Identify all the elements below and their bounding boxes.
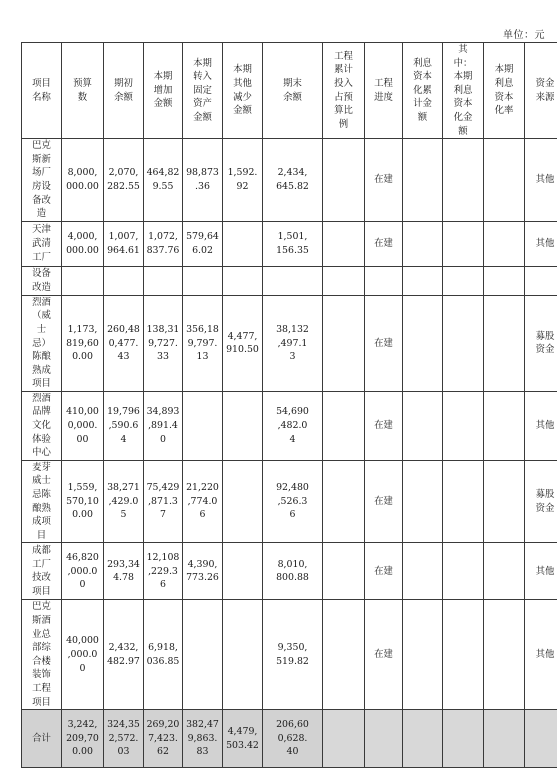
cell-interest-rate <box>484 221 525 266</box>
cell-other-decrease <box>223 266 263 295</box>
cell-interest-cumulative <box>403 543 443 600</box>
cell-interest-cumulative <box>403 391 443 460</box>
cell-increase: 75,429 ,871.3 7 <box>144 460 183 543</box>
cell-opening: 260,48 0,477. 43 <box>104 295 144 391</box>
cell-interest-rate <box>484 600 525 710</box>
cell-progress: 在建 <box>365 139 403 222</box>
cell-interest-rate <box>484 295 525 391</box>
total-row <box>22 710 557 768</box>
cell-other-decrease <box>223 221 263 266</box>
cell-closing: 54,690 ,482.0 4 <box>263 391 323 460</box>
total-opening: 324,35 2,572. 03 <box>104 710 144 768</box>
cell-closing: 9,350, 519.82 <box>263 600 323 710</box>
total-other-decrease: 4,479, 503.42 <box>223 710 263 768</box>
cell-interest-cumulative <box>403 600 443 710</box>
cell-progress: 在建 <box>365 600 403 710</box>
total-budget: 3,242, 209,70 0.00 <box>62 710 104 768</box>
header-transfer-fixed-assets: 本期 转入 固定 资产 金额 <box>183 43 223 139</box>
cell-opening: 19,796 ,590.6 4 <box>104 391 144 460</box>
header-budget: 预算 数 <box>62 43 104 139</box>
cell-fund-source <box>525 266 557 295</box>
cell-project-name: 麦芽 威士 忌陈 酿熟 成项 目 <box>22 460 62 543</box>
cell-ratio <box>323 460 365 543</box>
header-closing-balance: 期末 余额 <box>263 43 323 139</box>
cell-interest-rate <box>484 391 525 460</box>
header-fund-source: 资金 来源 <box>525 43 557 139</box>
table-row <box>22 139 557 222</box>
cell-ratio <box>323 600 365 710</box>
cell-budget: 1,173, 819,60 0.00 <box>62 295 104 391</box>
cell-interest-cumulative <box>403 295 443 391</box>
cell-progress: 在建 <box>365 460 403 543</box>
cell-ratio <box>323 543 365 600</box>
cell-opening <box>104 266 144 295</box>
cell-increase: 1,072, 837.76 <box>144 221 183 266</box>
cell-project-name: 天津 武清 工厂 <box>22 221 62 266</box>
cell-closing: 8,010, 800.88 <box>263 543 323 600</box>
header-interest-rate: 本期 利息 资本 化率 <box>484 43 525 139</box>
cell-interest-rate <box>484 139 525 222</box>
cell-interest-cumulative <box>403 460 443 543</box>
cell-ratio <box>323 139 365 222</box>
table-row <box>22 391 557 460</box>
header-row <box>22 43 557 139</box>
total-transfer: 382,47 9,863. 83 <box>183 710 223 768</box>
cell-interest-current <box>443 139 484 222</box>
cell-increase <box>144 266 183 295</box>
cell-fund-source: 其他 <box>525 139 557 222</box>
header-increase: 本期 增加 金额 <box>144 43 183 139</box>
header-interest-cumulative: 利息 资本 化累 计金 额 <box>403 43 443 139</box>
table-row <box>22 600 557 710</box>
total-blank-cell <box>525 710 557 768</box>
cell-budget: 8,000, 000.00 <box>62 139 104 222</box>
cell-transfer <box>183 266 223 295</box>
cell-interest-cumulative <box>403 139 443 222</box>
header-interest-current: 其 中： 本期 利息 资本 化金 额 <box>443 43 484 139</box>
total-label: 合计 <box>22 710 62 768</box>
cell-ratio <box>323 221 365 266</box>
cell-fund-source: 其他 <box>525 543 557 600</box>
cell-ratio <box>323 295 365 391</box>
cell-interest-cumulative <box>403 221 443 266</box>
cell-transfer: 356,18 9,797. 13 <box>183 295 223 391</box>
cell-budget <box>62 266 104 295</box>
table-row <box>22 266 557 295</box>
table-row <box>22 221 557 266</box>
cell-project-name: 巴克 斯新 场厂 房设 备改 造 <box>22 139 62 222</box>
cell-interest-current <box>443 543 484 600</box>
cell-progress: 在建 <box>365 391 403 460</box>
cell-transfer: 21,220 ,774.0 6 <box>183 460 223 543</box>
cell-fund-source: 其他 <box>525 221 557 266</box>
header-other-decrease: 本期 其他 减少 金额 <box>223 43 263 139</box>
cell-interest-cumulative <box>403 266 443 295</box>
cell-closing: 2,434, 645.82 <box>263 139 323 222</box>
cell-increase: 34,893 ,891.4 0 <box>144 391 183 460</box>
cell-interest-current <box>443 391 484 460</box>
cell-transfer <box>183 391 223 460</box>
cell-progress: 在建 <box>365 295 403 391</box>
cell-increase: 6,918, 036.85 <box>144 600 183 710</box>
cell-fund-source: 其他 <box>525 600 557 710</box>
cell-closing: 38,132 ,497.1 3 <box>263 295 323 391</box>
header-budget-ratio: 工程 累计 投入 占预 算比 例 <box>323 43 365 139</box>
total-blank-cell <box>365 710 403 768</box>
cell-interest-rate <box>484 266 525 295</box>
cell-project-name: 设备 改造 <box>22 266 62 295</box>
cell-budget: 1,559, 570,10 0.00 <box>62 460 104 543</box>
cell-fund-source: 其他 <box>525 391 557 460</box>
total-closing: 206,60 0,628. 40 <box>263 710 323 768</box>
total-increase: 269,20 7,423. 62 <box>144 710 183 768</box>
table-row <box>22 460 557 543</box>
cell-interest-current <box>443 600 484 710</box>
cell-transfer: 4,390, 773.26 <box>183 543 223 600</box>
cell-progress: 在建 <box>365 543 403 600</box>
cell-other-decrease <box>223 460 263 543</box>
cell-budget: 410,00 0,000. 00 <box>62 391 104 460</box>
cell-opening: 38,271 ,429.0 5 <box>104 460 144 543</box>
cell-progress <box>365 266 403 295</box>
cell-increase: 138,31 9,727. 33 <box>144 295 183 391</box>
cell-opening: 1,007, 964.61 <box>104 221 144 266</box>
construction-in-progress-table <box>21 42 557 768</box>
cell-budget: 4,000, 000.00 <box>62 221 104 266</box>
cell-progress: 在建 <box>365 221 403 266</box>
total-blank-cell <box>323 710 365 768</box>
cell-closing: 1,501, 156.35 <box>263 221 323 266</box>
cell-project-name: 巴克 斯酒 业总 部综 合楼 装饰 工程 项目 <box>22 600 62 710</box>
cell-other-decrease: 1,592. 92 <box>223 139 263 222</box>
cell-other-decrease <box>223 600 263 710</box>
total-blank-cell <box>403 710 443 768</box>
cell-interest-current <box>443 266 484 295</box>
cell-increase: 464,82 9.55 <box>144 139 183 222</box>
cell-closing: 92,480 ,526.3 6 <box>263 460 323 543</box>
total-blank-cell <box>484 710 525 768</box>
cell-interest-rate <box>484 543 525 600</box>
cell-transfer: 579,64 6.02 <box>183 221 223 266</box>
cell-other-decrease: 4,477, 910.50 <box>223 295 263 391</box>
cell-opening: 2,070, 282.55 <box>104 139 144 222</box>
table-row <box>22 543 557 600</box>
cell-other-decrease <box>223 543 263 600</box>
cell-opening: 293,34 4.78 <box>104 543 144 600</box>
cell-project-name: 烈酒 （威 士 忌） 陈酿 熟成 项目 <box>22 295 62 391</box>
cell-transfer <box>183 600 223 710</box>
total-blank-cell <box>443 710 484 768</box>
cell-opening: 2,432, 482.97 <box>104 600 144 710</box>
cell-interest-current <box>443 221 484 266</box>
cell-interest-current <box>443 460 484 543</box>
header-project-name: 项目 名称 <box>22 43 62 139</box>
cell-closing <box>263 266 323 295</box>
cell-other-decrease <box>223 391 263 460</box>
cell-budget: 46,820 ,000.0 0 <box>62 543 104 600</box>
cell-interest-current <box>443 295 484 391</box>
header-progress: 工程 进度 <box>365 43 403 139</box>
cell-fund-source: 募股 资金 <box>525 460 557 543</box>
cell-project-name: 成都 工厂 技改 项目 <box>22 543 62 600</box>
cell-fund-source: 募股 资金 <box>525 295 557 391</box>
cell-transfer: 98,873 .36 <box>183 139 223 222</box>
cell-project-name: 烈酒 品牌 文化 体验 中心 <box>22 391 62 460</box>
header-opening-balance: 期初 余额 <box>104 43 144 139</box>
cell-budget: 40,000 ,000.0 0 <box>62 600 104 710</box>
cell-interest-rate <box>484 460 525 543</box>
table-row <box>22 295 557 391</box>
cell-ratio <box>323 391 365 460</box>
unit-label: 单位：元 <box>503 26 545 41</box>
cell-ratio <box>323 266 365 295</box>
cell-increase: 12,108 ,229.3 6 <box>144 543 183 600</box>
